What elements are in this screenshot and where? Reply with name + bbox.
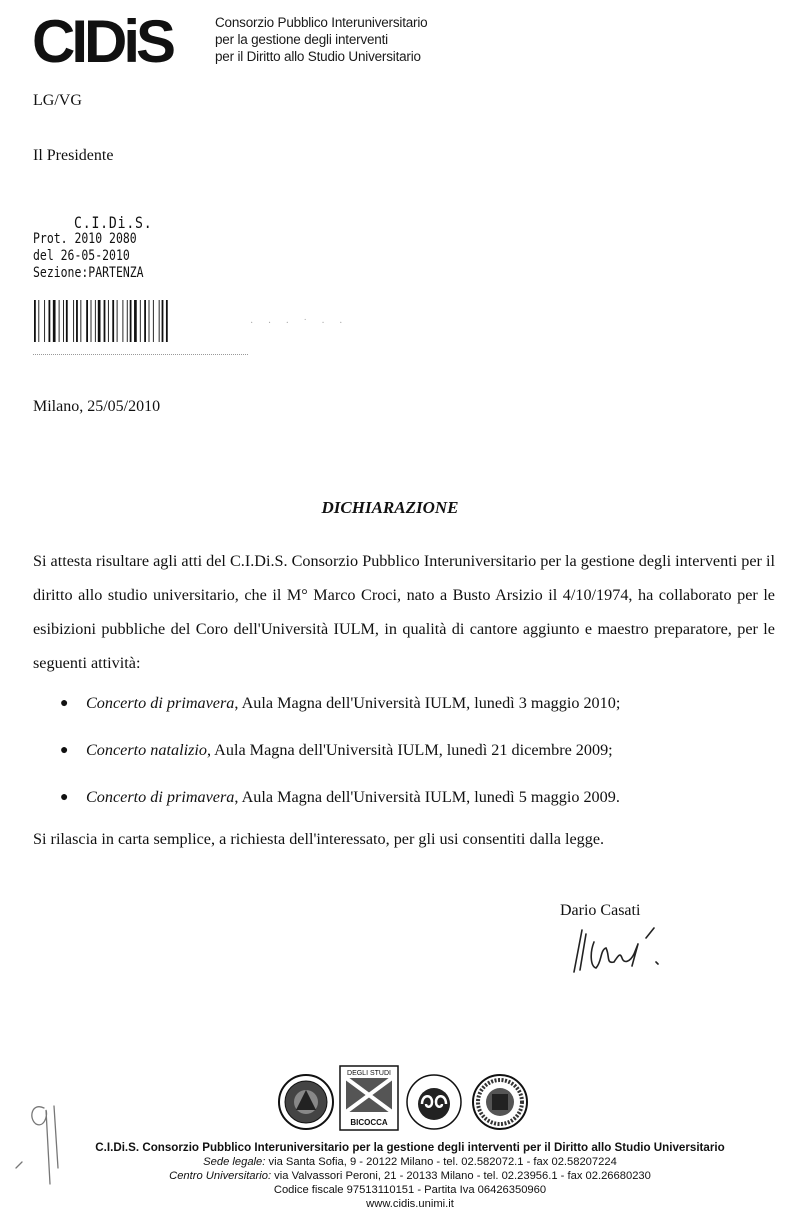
barcode-bar <box>80 300 81 342</box>
barcode-bar <box>166 300 168 342</box>
cidis-logo <box>32 12 208 68</box>
barcode-bar <box>59 300 60 342</box>
barcode-bar <box>34 300 36 342</box>
org-line-2: per la gestione degli interventi <box>215 32 388 47</box>
signer-name: Dario Casati <box>560 902 641 919</box>
barcode-bar <box>53 300 56 342</box>
declaration-body <box>33 544 775 680</box>
activities-list <box>60 690 620 831</box>
seal-iulm-icon <box>473 1075 527 1129</box>
barcode-bar <box>134 300 137 342</box>
barcode-bar <box>108 300 109 342</box>
university-seals <box>276 1064 531 1134</box>
footer-tax-codes: Codice fiscale 97513110151 - Partita Iva 06426350960 <box>273 1184 547 1196</box>
footer-registered-office: Sede legale: via Santa Sofia, 9 - 20122 Milano - tel. 02.582072.1 - fax 02.58207224 <box>203 1156 617 1168</box>
document-heading: DICHIARAZIONE <box>321 498 459 517</box>
barcode-bar <box>49 300 51 342</box>
barcode-bar <box>63 300 64 342</box>
handwritten-signature <box>560 922 710 980</box>
activity-title: Concerto natalizio <box>86 741 207 759</box>
activity-detail: , Aula Magna dell'Università IULM, lunedì 21 dicembre 2009; <box>206 741 613 759</box>
stamp-date: del 26-05-2010 <box>33 248 130 264</box>
barcode-bar <box>98 300 101 342</box>
bullet-icon: ● <box>60 696 69 711</box>
place-date: Milano, 25/05/2010 <box>33 398 161 415</box>
stamp-divider <box>33 354 248 355</box>
barcode-bar <box>112 300 114 342</box>
org-line-1: Consorzio Pubblico Interuniversitario <box>215 15 428 30</box>
stamp-section: Sezione:PARTENZA <box>33 265 144 281</box>
barcode-bar <box>86 300 88 342</box>
list-item <box>60 784 620 831</box>
org-name <box>215 14 427 65</box>
org-line-3: per il Diritto allo Studio Universitario <box>215 49 421 64</box>
activity-detail: , Aula Magna dell'Università IULM, lunedì 3 maggio 2010; <box>234 694 621 712</box>
barcode-bar <box>153 300 154 342</box>
barcode-bar <box>130 300 132 342</box>
barcode-bar <box>73 300 74 342</box>
barcode-bar <box>144 300 146 342</box>
activity-title: Concerto di primavera <box>86 694 235 712</box>
barcode-bar <box>95 300 96 342</box>
barcode-bar <box>159 300 160 342</box>
bicocca-bottom-label: BICOCCA <box>350 1118 388 1127</box>
barcode-bar <box>44 300 45 342</box>
barcode-bar <box>117 300 118 342</box>
barcode-bar <box>76 300 78 342</box>
footer-org-name: C.I.Di.S. Consorzio Pubblico Interuniversitario per la gestione degli interventi per il Diritto allo Studio Universitario <box>95 1141 725 1154</box>
seal-unimi-icon <box>407 1075 461 1129</box>
barcode-bar <box>91 300 92 342</box>
list-item <box>60 690 620 737</box>
barcode-bar <box>162 300 164 342</box>
list-item <box>60 737 620 784</box>
stamp-protocol-number: Prot. 2010 2080 <box>33 231 137 247</box>
footer-website[interactable]: www.cidis.unimi.it <box>366 1198 454 1210</box>
barcode-bar <box>140 300 141 342</box>
seal-bicocca-icon <box>340 1066 398 1130</box>
barcode-bar <box>66 300 68 342</box>
bullet-icon: ● <box>60 743 69 758</box>
barcode-bar <box>122 300 123 342</box>
letter-footer <box>60 1141 760 1211</box>
bullet-icon: ● <box>60 790 69 805</box>
protocol-stamp <box>33 214 152 282</box>
footer-university-centre: Centro Universitario: via Valvassori Peroni, 21 - 20133 Milano - tel. 02.23956.1 - fax 02.26680230 <box>169 1170 651 1182</box>
activity-title: Concerto di primavera <box>86 788 235 806</box>
stamp-title: C.I.Di.S. <box>74 213 153 232</box>
closing-sentence: Si rilascia in carta semplice, a richiesta dell'interessato, per gli usi consentiti dalla legge. <box>33 830 605 848</box>
barcode-bar <box>38 300 39 342</box>
barcode-bar <box>104 300 106 342</box>
activity-detail: , Aula Magna dell'Università IULM, lunedì 5 maggio 2009. <box>234 788 620 806</box>
reference-code: LG/VG <box>33 92 82 109</box>
logo-text: CIDiS <box>32 12 173 68</box>
seal-statale-icon <box>279 1075 333 1129</box>
body-paragraph: Si attesta risultare agli atti del C.I.Di.S. Consorzio Pubblico Interuniversitario per la gestione degli interventi per il diritto allo studio universitario, che il M° Marco Croci, nato a Busto Arsizio il 4/10/1974, ha collaborato per le esibizioni pubbliche del Coro dell'Università IULM, in qualità di cantore aggiunto e maestro preparatore, per le seguenti attività: <box>33 552 775 672</box>
barcode-bar <box>127 300 128 342</box>
bicocca-top-label: DEGLI STUDI <box>347 1070 391 1077</box>
barcode <box>33 300 238 342</box>
sender-role: Il Presidente <box>33 147 114 164</box>
scan-specks: · · · ˙ · · <box>250 318 349 329</box>
barcode-bar <box>149 300 150 342</box>
